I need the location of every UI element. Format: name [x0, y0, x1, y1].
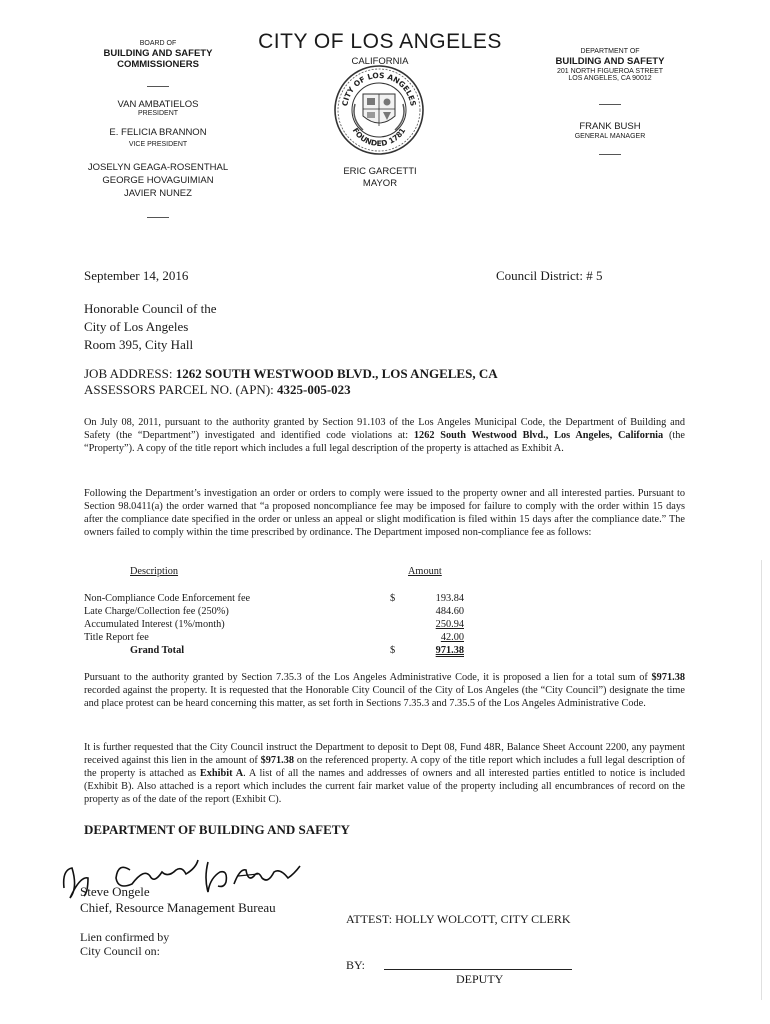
- addressee-line: City of Los Angeles: [84, 319, 189, 334]
- city-header: [255, 30, 505, 67]
- lien-confirmed-line: Lien confirmed by: [80, 930, 170, 944]
- divider: [599, 154, 621, 155]
- fee-row: [84, 606, 464, 619]
- paragraph-2: Following the Department’s investigation an order or orders to comply were issued to the property owner and all interested parties. Pursuant to Section 98.0411(a) the order warned that “a proposed noncompliance fee may be imposed for failure to comply with the order within 15 days after the compliance date specified in the order or unless an appeal or slight modification is filed within 15 days after the compliance date.” The owners failed to comply within the time prescribed by ordinance. The Department imposed non-compliance fee as follows:: [84, 488, 685, 538]
- board-label-1: BOARD OF: [139, 40, 177, 47]
- mayor-title: MAYOR: [362, 178, 398, 189]
- fee-description: Non-Compliance Code Enforcement fee: [84, 593, 251, 604]
- svg-text:CITY OF LOS ANGELES: CITY OF LOS ANGELES: [340, 70, 418, 107]
- fee-amount: 42.00: [440, 632, 464, 643]
- lien-confirmed-line: City Council on:: [80, 944, 161, 958]
- fee-row: [84, 619, 464, 632]
- dept-header: [530, 48, 690, 155]
- lien-confirmed: [80, 930, 169, 958]
- fee-description: Title Report fee: [84, 632, 149, 643]
- job-address: [84, 366, 498, 398]
- addressee: [84, 300, 217, 354]
- mayor-block: [300, 166, 460, 189]
- letter-date: September 14, 2016: [84, 268, 189, 283]
- president-title: PRESIDENT: [137, 110, 179, 117]
- fees-header-amount: Amount: [408, 566, 442, 577]
- fee-amount: 250.94: [435, 619, 464, 630]
- board-label-2: BUILDING AND SAFETY: [103, 48, 213, 59]
- signer-title: Chief, Resource Management Bureau: [80, 900, 276, 915]
- signer-name: Steve Ongele: [80, 884, 150, 899]
- by-label: BY:: [346, 958, 365, 972]
- state-label: CALIFORNIA: [351, 56, 409, 67]
- paragraph-3: Pursuant to the authority granted by Section 7.35.3 of the Los Angeles Administrative Code, it is proposed a lien for a total sum of $971.38 recorded against the property. It is requested that the Honorable City Council of the City of Los Angeles (the “City Council”) designate the time and place protest can be heard concerning this matter, as set forth in Sections 7.35.3 and 7.35.5 of the Los Angeles Administrative Code.: [84, 672, 685, 709]
- vice-president-name: E. FELICIA BRANNON: [109, 127, 207, 138]
- grand-total-label: Grand Total: [130, 645, 185, 656]
- svg-text:FOUNDED 1781: FOUNDED 1781: [350, 126, 408, 149]
- board-header: [78, 40, 238, 218]
- grand-total-amount: 971.38: [435, 645, 464, 656]
- council-district: Council District: # 5: [496, 268, 603, 283]
- dept-label-2: BUILDING AND SAFETY: [555, 56, 665, 67]
- divider: [147, 86, 169, 87]
- divider: [599, 104, 621, 105]
- fee-row: [84, 593, 464, 606]
- addressee-line: Honorable Council of the: [84, 301, 217, 316]
- paragraph-1: On July 08, 2011, pursuant to the authority granted by Section 91.103 of the Los Angeles Municipal Code, the Department of Building and Safety (the “Department”) investigated and identified code violations at: 1262 South Westwood Blvd., Los Angeles, California (the “Property”). A copy of the title report which includes a full legal description of the property is attached as Exhibit A.: [84, 417, 685, 454]
- member-name: JAVIER NUNEZ: [124, 188, 192, 199]
- gm-title: GENERAL MANAGER: [574, 133, 646, 140]
- currency-sign: $: [390, 593, 396, 604]
- member-name: GEORGE HOVAGUIMIAN: [102, 175, 214, 186]
- grand-total-row: [84, 645, 464, 658]
- currency-sign: $: [390, 645, 396, 656]
- fee-row: [84, 632, 464, 645]
- paragraph-4: It is further requested that the City Council instruct the Department to deposit to Dept 08, Fund 48R, Balance Sheet Account 2200, any payment received against this lien in the amount of $971.38 on the referenced property. A copy of the title report which includes a full legal description of the property is attached as Exhibit A. A list of all the names and addresses of owners and all interested parties entitled to notice is included (Exhibit B). Also attached is a report which includes the current fair market value of the property including all encumbrances of record on the property as of the date of the report (Exhibit C).: [84, 742, 686, 805]
- fee-description: Late Charge/Collection fee (250%): [84, 606, 229, 617]
- fee-amount: 193.84: [435, 593, 464, 604]
- vice-president-title: VICE PRESIDENT: [128, 141, 188, 148]
- mayor-name: ERIC GARCETTI: [343, 166, 417, 177]
- divider: [147, 217, 169, 218]
- city-seal: [333, 64, 425, 156]
- dept-address-1: 201 NORTH FIGUEROA STREET: [556, 68, 664, 75]
- dept-signature-heading: DEPARTMENT OF BUILDING AND SAFETY: [84, 822, 350, 837]
- city-title: CITY OF LOS ANGELES: [258, 30, 502, 53]
- president-name: VAN AMBATIELOS: [117, 99, 199, 110]
- attest-line: ATTEST: HOLLY WOLCOTT, CITY CLERK: [346, 912, 571, 926]
- city-seal-icon: [333, 64, 425, 156]
- gm-name: FRANK BUSH: [579, 121, 641, 132]
- fees-header-description: Description: [130, 566, 179, 577]
- signature-line: [384, 969, 572, 970]
- job-address-label: JOB ADDRESS:: [84, 366, 176, 381]
- dept-label-1: DEPARTMENT OF: [580, 48, 640, 55]
- job-address-value: 1262 SOUTH WESTWOOD BLVD., LOS ANGELES, CA: [175, 366, 498, 381]
- apn-value: 4325-005-023: [277, 382, 351, 397]
- board-label-3: COMMISSIONERS: [117, 59, 199, 70]
- scan-edge: [761, 560, 762, 1000]
- addressee-line: Room 395, City Hall: [84, 337, 194, 352]
- member-name: JOSELYN GEAGA-ROSENTHAL: [87, 162, 229, 173]
- deputy-label: DEPUTY: [456, 972, 504, 986]
- signer-block: [80, 884, 276, 916]
- fee-description: Accumulated Interest (1%/month): [84, 619, 225, 630]
- fee-amount: 484.60: [435, 606, 464, 617]
- dept-address-2: LOS ANGELES, CA 90012: [568, 75, 652, 82]
- apn-label: ASSESSORS PARCEL NO. (APN):: [84, 382, 278, 397]
